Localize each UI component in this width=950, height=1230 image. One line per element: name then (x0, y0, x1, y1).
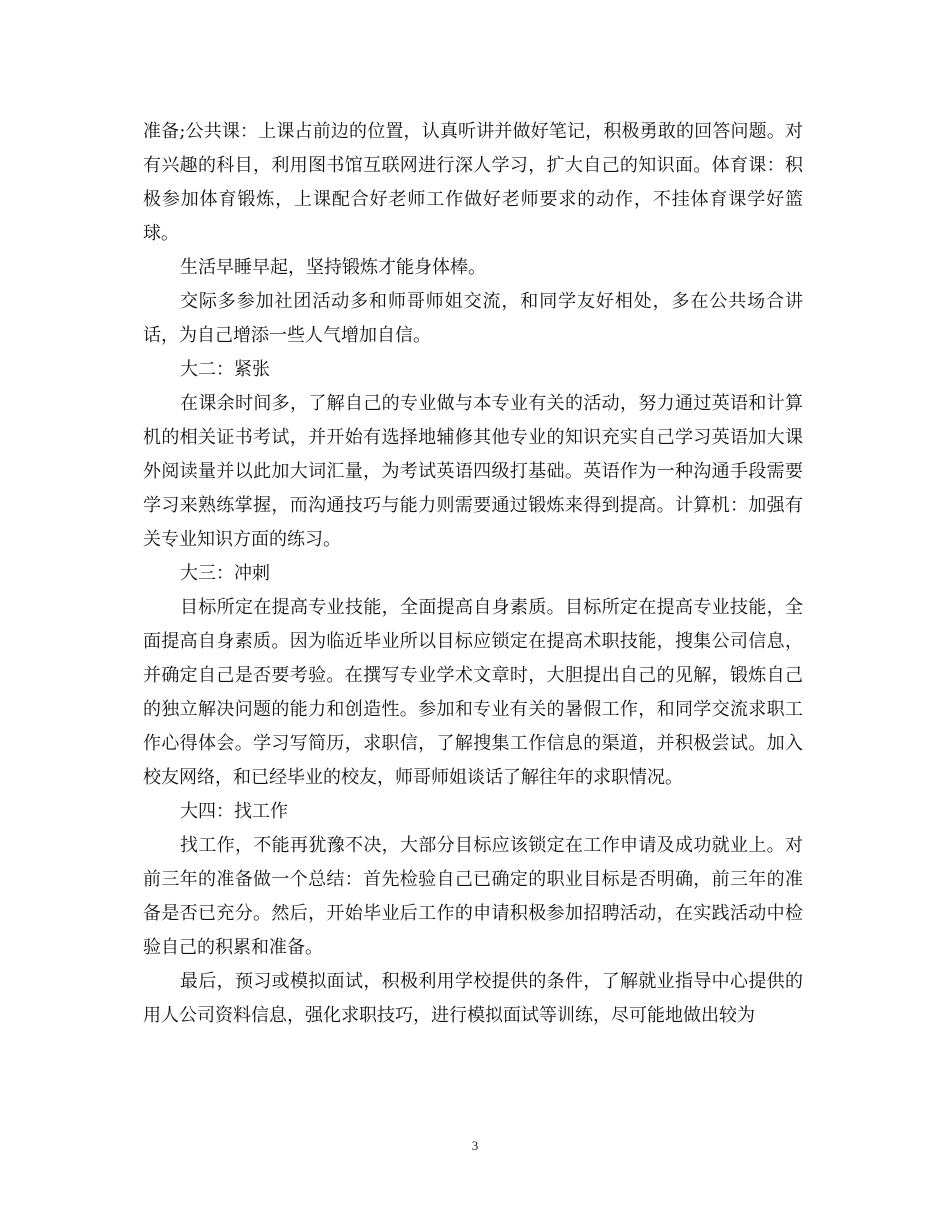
paragraph: 最后，预习或模拟面试，积极利用学校提供的条件，了解就业指导中心提供的用人公司资料信息，强化求职技巧，进行模拟面试等训练，尽可能地做出较为 (143, 971, 803, 1026)
paragraph: 目标所定在提高专业技能，全面提高自身素质。目标所定在提高专业技能，全面提高自身素质。因为临近毕业所以目标应锁定在提高术职技能，搜集公司信息，并确定自己是否要考验。在撰写专业学术文章时，大胆提出自己的见解，锻炼自己的独立解决问题的能力和创造性。参加和专业有关的暑假工作，和同学交流求职工作心得体会。学习写简历，求职信，了解搜集工作信息的渠道，并积极尝试。加入校友网络，和已经毕业的校友，师哥师姐谈话了解往年的求职情况。 (143, 597, 803, 788)
paragraph: 交际多参加社团活动多和师哥师姐交流，和同学友好相处，多在公共场合讲话，为自己增添一些人气增加自信。 (143, 291, 803, 346)
paragraph: 生活早睡早起，坚持锻炼才能身体棒。 (180, 257, 486, 278)
document-body (143, 115, 803, 1033)
section-heading: 大三：冲刺 (180, 563, 270, 584)
page-number: 3 (471, 1138, 479, 1153)
section-heading: 大四：找工作 (180, 801, 288, 822)
paragraph: 在课余时间多，了解自己的专业做与本专业有关的活动，努力通过英语和计算机的相关证书考试，并开始有选择地辅修其他专业的知识充实自己学习英语加大课外阅读量并以此加大词汇量，为考试英语四级打基础。英语作为一种沟通手段需要学习来熟练掌握，而沟通技巧与能力则需要通过锻炼来得到提高。计算机：加强有关专业知识方面的练习。 (143, 393, 803, 550)
section-heading: 大二：紧张 (180, 359, 270, 380)
paragraph: 找工作，不能再犹豫不决，大部分目标应该锁定在工作申请及成功就业上。对前三年的准备做一个总结：首先检验自己已确定的职业目标是否明确，前三年的准备是否已充分。然后，开始毕业后工作的申请积极参加招聘活动，在实践活动中检验自己的积累和准备。 (143, 835, 803, 958)
paragraph: 准备;公共课：上课占前边的位置，认真听讲并做好笔记，积极勇敢的回答问题。对有兴趣的科目，利用图书馆互联网进行深人学习，扩大自己的知识面。体育课：积极参加体育锻炼，上课配合好老师工作做好老师要求的动作，不挂体育课学好篮球。 (143, 121, 803, 244)
